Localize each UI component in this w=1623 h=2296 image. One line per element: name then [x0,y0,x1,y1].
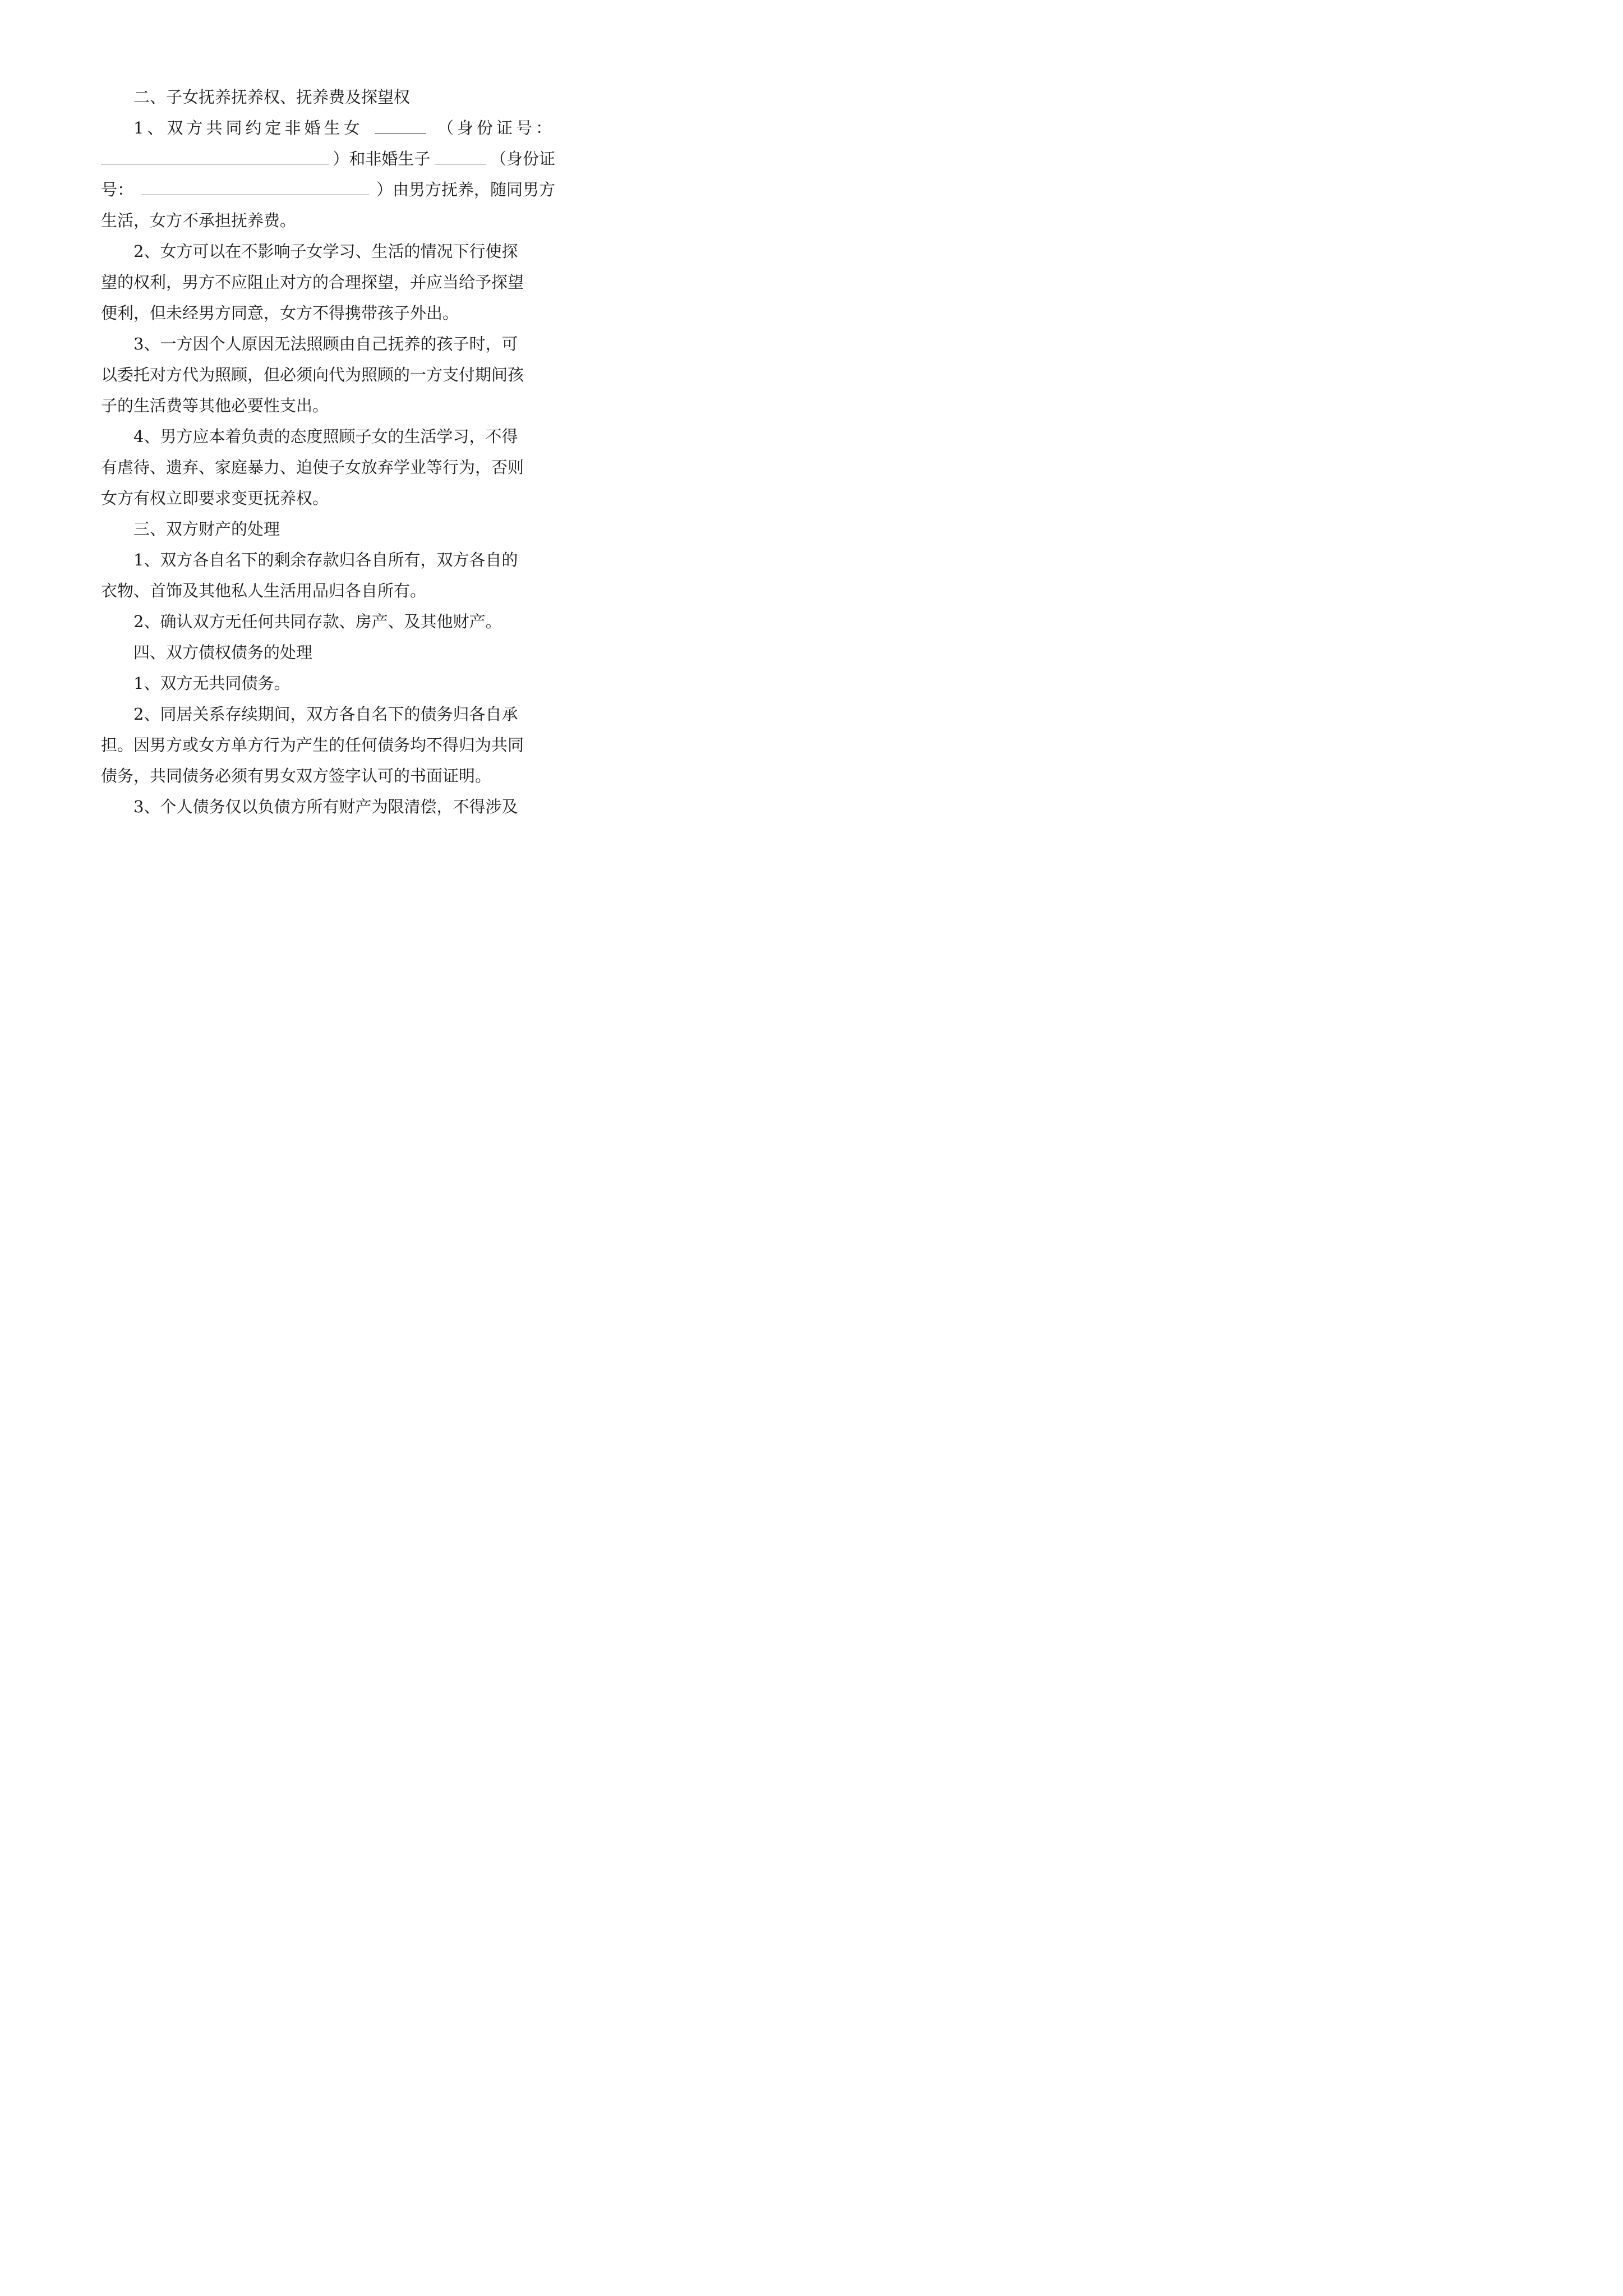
section-heading: 三、双方财产的处理 [133,519,280,539]
section-heading: 二、子女抚养抚养权、抚养费及探望权 [133,88,411,107]
text-span: ）由男方抚养，随同男方 [376,180,555,199]
paragraph-line: 生活，女方不承担抚养费。 [101,211,297,230]
paragraph-line: 1、双方各自名下的剩余存款归各自所有，双方各自的 [133,550,518,569]
section-heading: 四、双方债权债务的处理 [133,643,313,662]
fill-blank-son-name [435,145,486,164]
paragraph-line: 衣物、首饰及其他私人生活用品归各自所有。 [101,581,427,600]
paragraph-line [101,144,555,174]
fill-blank-daughter-id [101,145,329,164]
paragraph-line: 有虐待、遗弃、家庭暴力、迫使子女放弃学业等行为，否则 [101,458,524,477]
text-span: 号： [101,180,134,199]
paragraph-line: 2、女方可以在不影响子女学习、生活的情况下行使探 [133,242,518,261]
paragraph-line: 子的生活费等其他必要性支出。 [101,396,329,415]
document-body [101,82,555,822]
fill-blank-daughter-name [375,114,426,134]
fill-blank-son-id [141,176,369,195]
paragraph-line: 债务，共同债务必须有男女双方签字认可的书面证明。 [101,766,492,785]
paragraph-line: 女方有权立即要求变更抚养权。 [101,489,329,508]
text-span: 1、双方共同约定非婚生女 [133,118,363,137]
paragraph-line [101,113,555,144]
text-span: （身份证号： [437,118,555,137]
paragraph-line: 以委托对方代为照顾，但必须向代为照顾的一方支付期间孩 [101,365,524,384]
paragraph-line: 望的权利，男方不应阻止对方的合理探望，并应当给予探望 [101,273,524,292]
paragraph-line [101,174,555,205]
paragraph-line: 3、个人债务仅以负债方所有财产为限清偿，不得涉及 [133,797,518,816]
text-span: ）和非婚生子 [333,149,431,168]
paragraph-line: 2、同居关系存续期间，双方各自名下的债务归各自承 [133,705,518,724]
text-span: （身份证 [490,149,555,168]
paragraph-line: 4、男方应本着负责的态度照顾子女的生活学习，不得 [133,427,518,446]
paragraph-line: 便利，但未经男方同意，女方不得携带孩子外出。 [101,303,459,323]
paragraph-line: 担。因男方或女方单方行为产生的任何债务均不得归为共同 [101,735,524,754]
document-page [0,0,649,918]
paragraph-line: 1、双方无共同债务。 [133,674,291,693]
paragraph-line: 2、确认双方无任何共同存款、房产、及其他财产。 [133,612,502,631]
paragraph-line: 3、一方因个人原因无法照顾由自己抚养的孩子时，可 [133,334,518,353]
